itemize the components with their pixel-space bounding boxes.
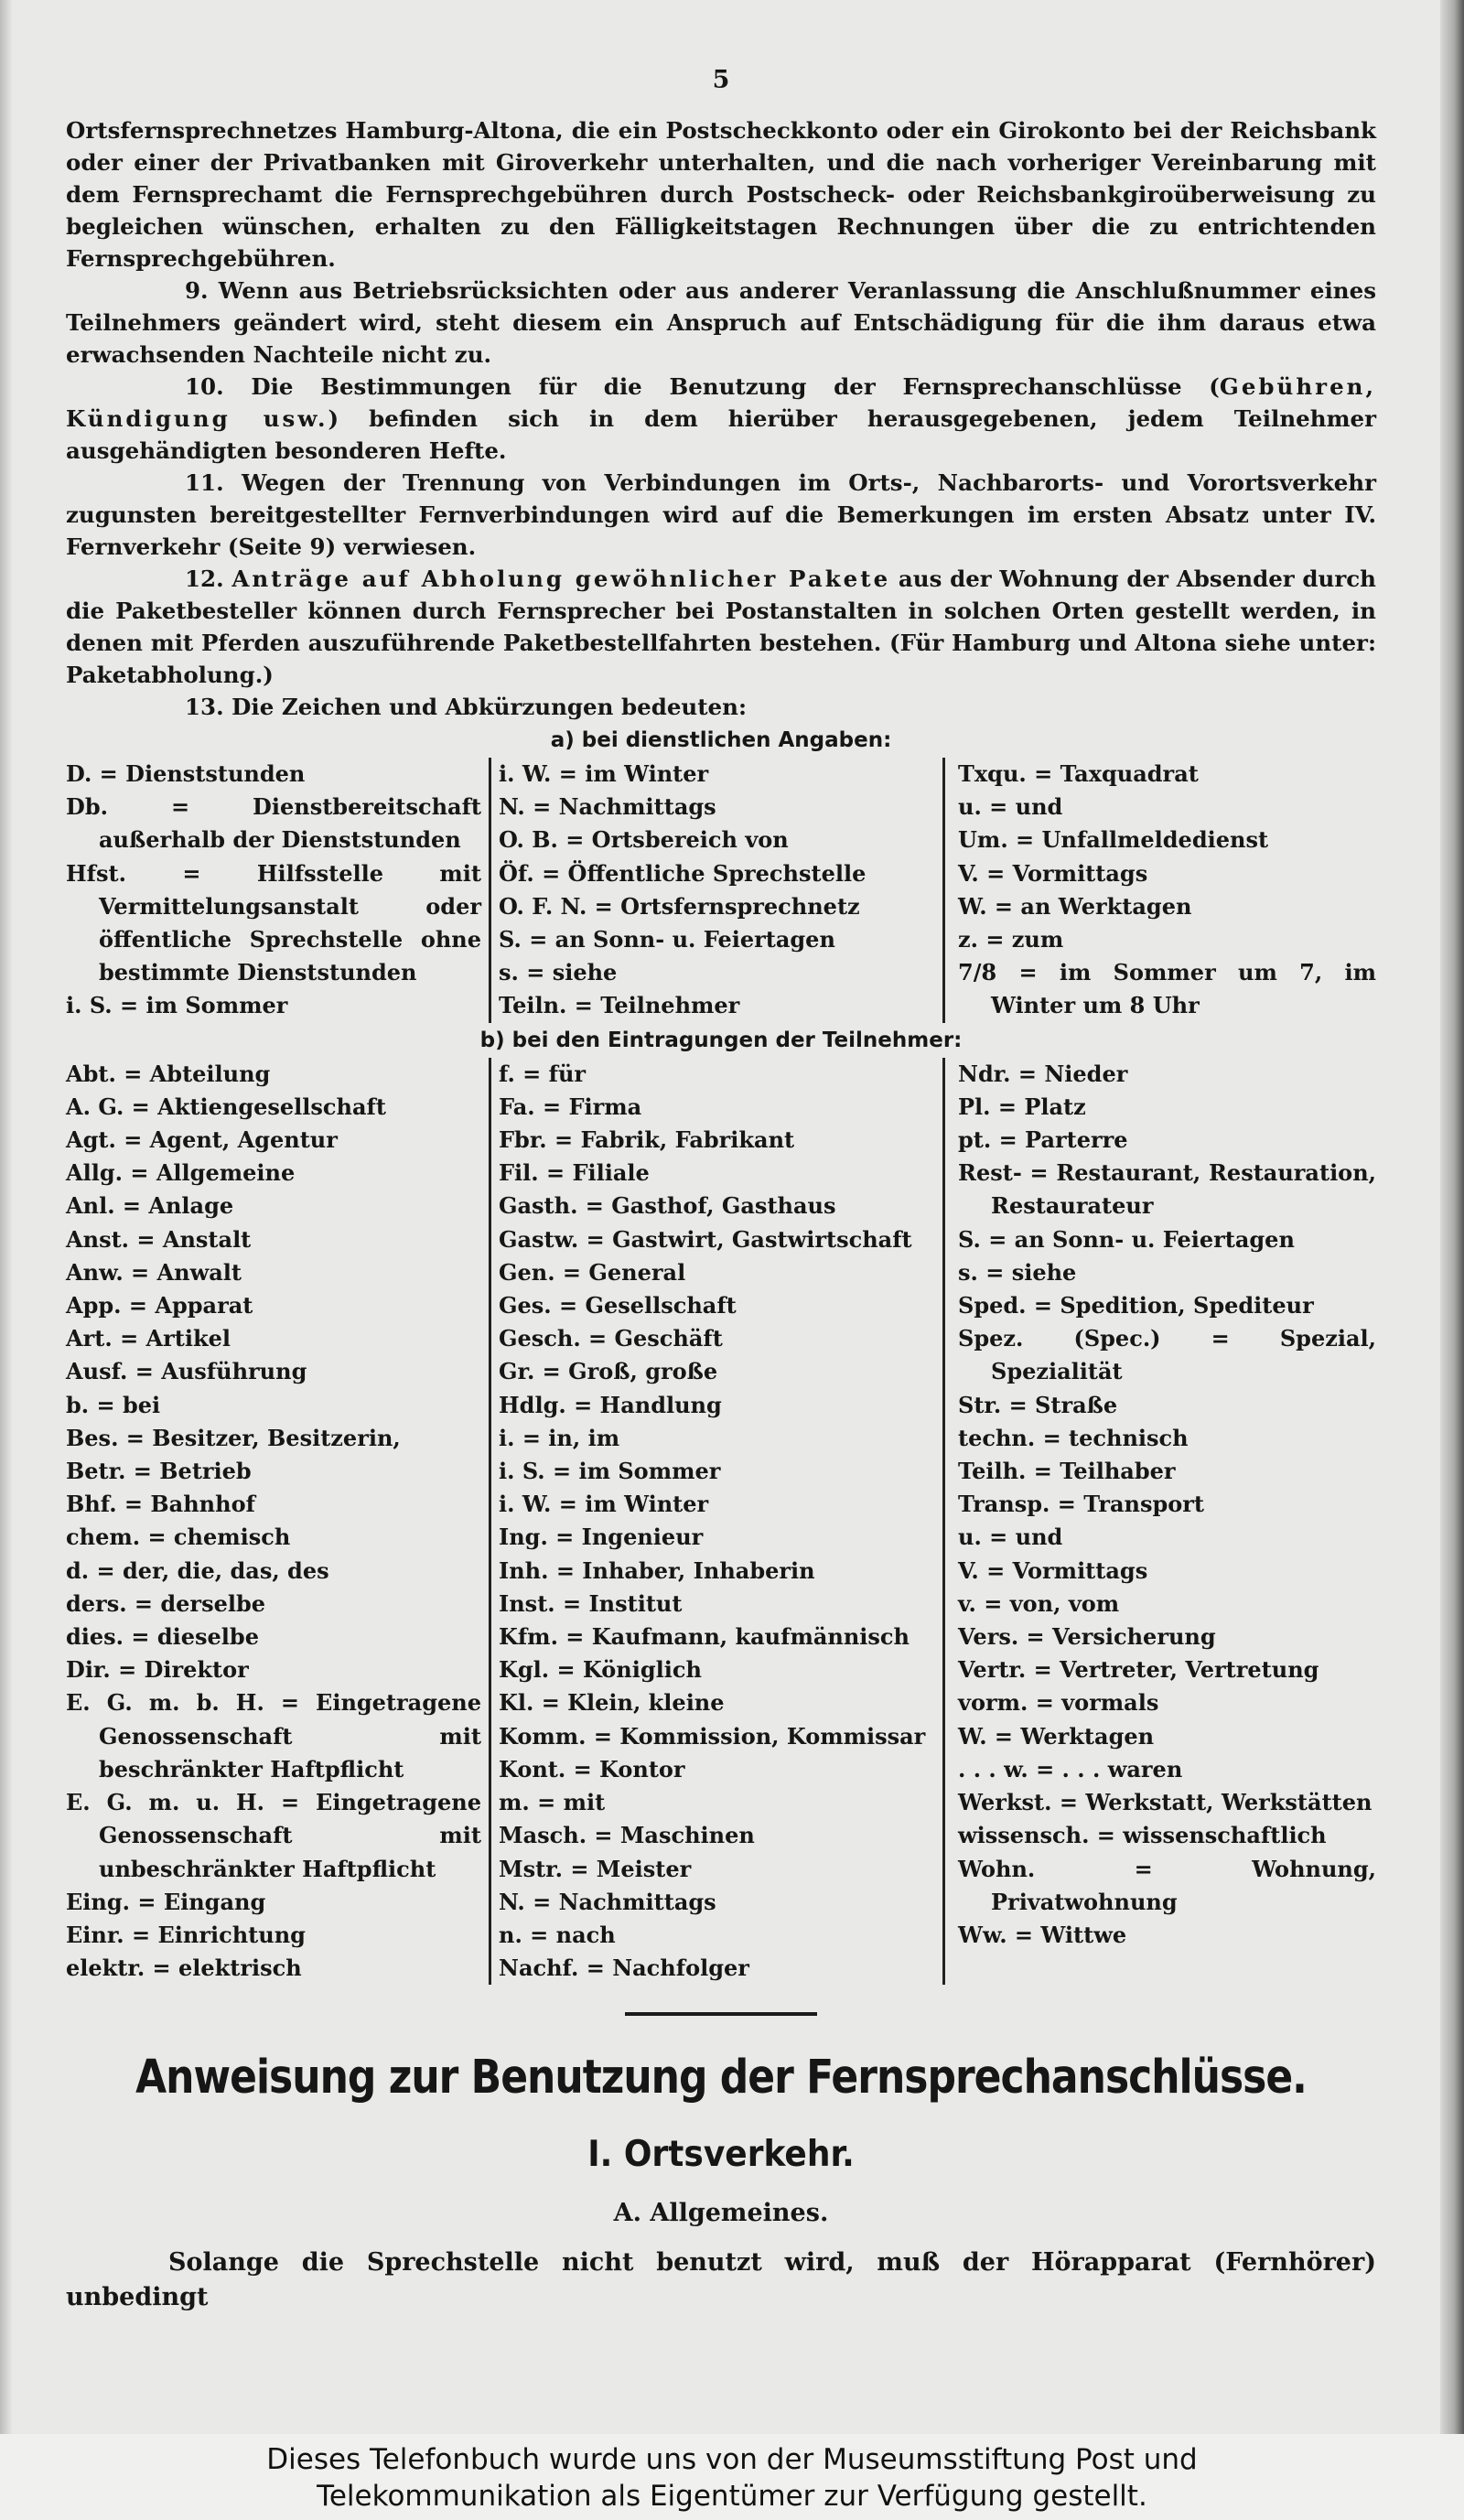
abbreviation-entry: Ausf. = Ausführung — [66, 1358, 307, 1385]
abbreviation-entry: Eing. = Eingang — [66, 1888, 266, 1915]
abbreviation-entry: Hdlg. = Handlung — [499, 1391, 722, 1418]
abbreviation-entry: W. = Werktagen — [958, 1722, 1155, 1750]
paragraph-10-start: 10. Die Bestimmungen für die Benutzung der Fernsprechanschlüsse ( — [185, 373, 1220, 400]
abbreviation-entry: Gastw. = Gastwirt, Gastwirtschaft — [499, 1225, 912, 1253]
abbreviation-entry: Wohn. = Wohnung, Privatwohnung — [958, 1855, 1376, 1915]
paragraph-12-end: aus der Wohnung der Absender durch die Paketbesteller können durch Fernsprecher bei Postanstalten in solchen Orten gestellt werden, in denen mit Pferden auszuführende Paketbestellfahrten bestehen. (Für Hamburg und Altona siehe unter: Paketabholung.) — [66, 565, 1376, 688]
abbreviation-entry: O. B. = Ortsbereich von — [499, 826, 789, 854]
page-content — [66, 66, 1376, 2315]
abbreviation-entry: Vers. = Versicherung — [958, 1623, 1216, 1651]
abbreviation-entry: Abt. = Abteilung — [66, 1060, 271, 1087]
abbreviation-entry: Um. = Unfallmeldedienst — [958, 826, 1269, 854]
divider-rule — [625, 2012, 817, 2016]
abbreviation-entry: u. = und — [958, 1524, 1063, 1551]
abbreviation-entry: n. = nach — [499, 1921, 616, 1948]
abbreviation-entry: elektr. = elektrisch — [66, 1955, 302, 1982]
footer-line-1: Dieses Telefonbuch wurde uns von der Museumsstiftung Post und — [266, 2443, 1198, 2476]
abbreviation-entry: Anw. = Anwalt — [66, 1258, 242, 1286]
abbreviation-entry: u. = und — [958, 793, 1063, 821]
abbreviation-entry: Kl. = Klein, kleine — [499, 1689, 725, 1717]
abbreviation-entry: V. = Vormittags — [958, 1556, 1148, 1584]
abbreviation-table-a — [66, 758, 1376, 1023]
abbreviation-entry: s. = siehe — [499, 959, 618, 986]
abbreviation-entry: Str. = Straße — [958, 1391, 1118, 1418]
abbreviation-entry: Spez. (Spec.) = Spezial, Spezialität — [958, 1325, 1376, 1385]
abbr-column-a3 — [942, 758, 1376, 1023]
abbreviation-entry: Hfst. = Hilfsstelle mit Vermittelungsanstalt oder öffentliche Sprechstelle ohne bestimmte Dienststunden — [66, 859, 481, 986]
section-title: A. Allgemeines. — [613, 2199, 829, 2228]
abbreviation-entry: Ndr. = Nieder — [958, 1060, 1128, 1087]
abbreviation-entry: Inh. = Inhaber, Inhaberin — [499, 1556, 815, 1584]
abbreviation-entry: Agt. = Agent, Agentur — [66, 1126, 338, 1154]
abbreviation-entry: i. S. = im Sommer — [499, 1458, 721, 1485]
abbreviation-entry: dies. = dieselbe — [66, 1623, 259, 1651]
abbreviation-entry: Bhf. = Bahnhof — [66, 1491, 255, 1518]
page-number: 5 — [712, 66, 730, 94]
abbreviation-entry: Teilh. = Teilhaber — [958, 1458, 1176, 1485]
abbreviation-entry: 7/8 = im Sommer um 7, im Winter um 8 Uhr — [958, 959, 1376, 1019]
abbreviation-entry: Gasth. = Gasthof, Gasthaus — [499, 1192, 836, 1220]
abbreviation-entry: Nachf. = Nachfolger — [499, 1955, 749, 1982]
abbreviation-entry: m. = mit — [499, 1789, 606, 1816]
abbreviation-entry: z. = zum — [958, 926, 1064, 953]
abbreviation-entry: Ges. = Gesellschaft — [499, 1292, 737, 1319]
abbreviation-entry: App. = Apparat — [66, 1292, 253, 1319]
paragraph-10-end: ) befinden sich in dem hierüber herausgegebenen, jedem Teilnehmer ausgehändigten besonderen Hefte. — [66, 405, 1376, 464]
chapter-title: I. Ortsverkehr. — [587, 2134, 855, 2176]
abbreviation-entry: Fil. = Filiale — [499, 1159, 650, 1187]
abbreviation-entry: Teiln. = Teilnehmer — [499, 992, 740, 1019]
section-b-heading: b) bei den Eintragungen der Teilnehmer: — [479, 1028, 963, 1052]
paragraph-9: 9. Wenn aus Betriebsrücksichten oder aus anderer Veranlassung die Anschlußnummer eines Teilnehmers geändert wird, steht diesem ein Anspruch auf Entschädigung für die ihm daraus etwa erwachsenden Nachteile nicht zu. — [66, 277, 1376, 368]
abbr-column-a1 — [66, 758, 489, 1023]
abbreviation-entry: Fbr. = Fabrik, Fabrikant — [499, 1126, 795, 1154]
abbreviation-entry: E. G. m. u. H. = Eingetragene Genossenschaft mit unbeschränkter Haftpflicht — [66, 1789, 481, 1882]
abbr-column-a2 — [489, 758, 942, 1023]
abbreviation-entry: Kgl. = Königlich — [499, 1656, 702, 1684]
page-edge-left — [0, 0, 13, 2434]
abbreviation-entry: A. G. = Aktiengesellschaft — [66, 1093, 386, 1120]
abbreviation-entry: Ww. = Wittwe — [958, 1921, 1127, 1948]
abbreviation-entry: Rest- = Restaurant, Restauration, Restaurateur — [958, 1159, 1376, 1220]
abbreviation-entry: i. S. = im Sommer — [66, 992, 288, 1019]
paragraph-continuation: Ortsfernsprechnetzes Hamburg-Altona, die ein Postscheckkonto oder ein Girokonto bei der Reichsbank oder einer der Privatbanken mit Giroverkehr unterhalten, und die nach vorheriger Vereinbarung mit dem Fernsprechamt die Fernsprechgebühren durch Postscheck- oder Reichsbankgiroüberweisung zu begleichen wünschen, erhalten zu den Fälligkeitstagen Rechnungen über die zu entrichtenden Fernsprechgebühren. — [66, 117, 1376, 272]
abbreviation-entry: Allg. = Allgemeine — [66, 1159, 296, 1187]
section-a-heading: a) bei dienstlichen Angaben: — [550, 728, 892, 752]
abbreviation-entry: i. W. = im Winter — [499, 1491, 709, 1518]
abbreviation-entry: techn. = technisch — [958, 1424, 1189, 1451]
abbreviation-entry: vorm. = vormals — [958, 1689, 1159, 1717]
abbreviation-entry: s. = siehe — [958, 1258, 1077, 1286]
abbreviation-entry: W. = an Werktagen — [958, 892, 1192, 920]
main-title: Anweisung zur Benutzung der Fernsprechanschlüsse. — [135, 2051, 1307, 2105]
abbreviation-entry: Fa. = Firma — [499, 1093, 642, 1120]
abbreviation-entry: Db. = Dienstbereitschaft außerhalb der Dienststunden — [66, 793, 481, 854]
abbreviation-entry: Komm. = Kommission, Kommissar — [499, 1722, 926, 1750]
abbreviation-entry: Einr. = Einrichtung — [66, 1921, 306, 1948]
abbr-column-b2 — [489, 1058, 942, 1986]
abbreviation-entry: Ing. = Ingenieur — [499, 1524, 704, 1551]
paragraph-12-spaced: Anträge auf Abholung gewöhnlicher Pakete — [231, 565, 891, 592]
abbreviation-entry: Vertr. = Vertreter, Vertretung — [958, 1656, 1319, 1684]
abbreviation-entry: S. = an Sonn- u. Feiertagen — [499, 926, 835, 953]
paragraph-11: 11. Wegen der Trennung von Verbindungen im Orts-, Nachbarorts- und Vorortsverkehr zugunsten bereitgestellter Fernverbindungen wird auf die Bemerkungen im ersten Absatz unter IV. Fernverkehr (Seite 9) verwiesen. — [66, 469, 1376, 560]
final-paragraph: Solange die Sprechstelle nicht benutzt wird, muß der Hörapparat (Fernhörer) unbedingt — [66, 2248, 1376, 2312]
abbr-column-b1 — [66, 1058, 489, 1986]
paragraph-12-start: 12. — [185, 565, 232, 592]
abbreviation-entry: Anl. = Anlage — [66, 1192, 234, 1220]
copyright-footer — [0, 2434, 1464, 2520]
abbreviation-entry: Betr. = Betrieb — [66, 1458, 252, 1485]
abbreviation-entry: Kfm. = Kaufmann, kaufmännisch — [499, 1623, 910, 1651]
abbreviation-entry: pt. = Parterre — [958, 1126, 1128, 1154]
abbreviation-entry: wissensch. = wissenschaftlich — [958, 1822, 1327, 1849]
abbreviation-entry: Inst. = Institut — [499, 1589, 683, 1617]
abbreviation-entry: Werkst. = Werkstatt, Werkstätten — [958, 1789, 1372, 1816]
abbreviation-entry: D. = Dienststunden — [66, 760, 306, 787]
abbreviation-table-b — [66, 1058, 1376, 1986]
abbreviation-entry: b. = bei — [66, 1391, 161, 1418]
footer-line-2: Telekommunikation als Eigentümer zur Verfügung gestellt. — [317, 2480, 1147, 2513]
abbreviation-entry: O. F. N. = Ortsfernsprechnetz — [499, 892, 860, 920]
abbreviation-entry: d. = der, die, das, des — [66, 1556, 329, 1584]
abbreviation-entry: E. G. m. b. H. = Eingetragene Genossenschaft mit beschränkter Haftpflicht — [66, 1689, 481, 1782]
abbreviation-entry: V. = Vormittags — [958, 859, 1148, 887]
abbreviation-entry: Anst. = Anstalt — [66, 1225, 252, 1253]
abbreviation-entry: Gen. = General — [499, 1258, 686, 1286]
abbreviation-entry: Bes. = Besitzer, Besitzerin, — [66, 1424, 401, 1451]
abbreviation-entry: i. = in, im — [499, 1424, 620, 1451]
abbreviation-entry: Pl. = Platz — [958, 1093, 1086, 1120]
abbr-column-b3 — [942, 1058, 1376, 1986]
abbreviation-entry: N. = Nachmittags — [499, 793, 716, 821]
abbreviation-entry: N. = Nachmittags — [499, 1888, 716, 1915]
abbreviation-entry: v. = von, vom — [958, 1589, 1120, 1617]
abbreviation-entry: Gesch. = Geschäft — [499, 1325, 723, 1352]
abbreviation-entry: Mstr. = Meister — [499, 1855, 692, 1882]
abbreviation-entry: Gr. = Groß, große — [499, 1358, 718, 1385]
abbreviation-entry: Transp. = Transport — [958, 1491, 1205, 1518]
abbreviation-entry: i. W. = im Winter — [499, 760, 709, 787]
abbreviation-entry: Txqu. = Taxquadrat — [958, 760, 1199, 787]
abbreviation-entry: ders. = derselbe — [66, 1589, 266, 1617]
abbreviation-entry: chem. = chemisch — [66, 1524, 291, 1551]
paragraph-13: 13. Die Zeichen und Abkürzungen bedeuten: — [185, 694, 747, 720]
paragraph-12 — [66, 563, 1376, 691]
abbreviation-entry: Art. = Artikel — [66, 1325, 231, 1352]
abbreviation-entry: Kont. = Kontor — [499, 1755, 685, 1782]
abbreviation-entry: f. = für — [499, 1060, 587, 1087]
paragraph-10-spaced: Gebühren, Kündigung usw. — [66, 373, 1376, 432]
abbreviation-entry: Dir. = Direktor — [66, 1656, 249, 1684]
page-edge-right — [1440, 0, 1464, 2434]
abbreviation-entry: . . . w. = . . . waren — [958, 1755, 1183, 1782]
paragraph-10 — [66, 371, 1376, 467]
abbreviation-entry: Sped. = Spedition, Spediteur — [958, 1292, 1314, 1319]
abbreviation-entry: Öf. = Öffentliche Sprechstelle — [499, 859, 867, 887]
abbreviation-entry: S. = an Sonn- u. Feiertagen — [958, 1225, 1295, 1253]
abbreviation-entry: Masch. = Maschinen — [499, 1822, 755, 1849]
